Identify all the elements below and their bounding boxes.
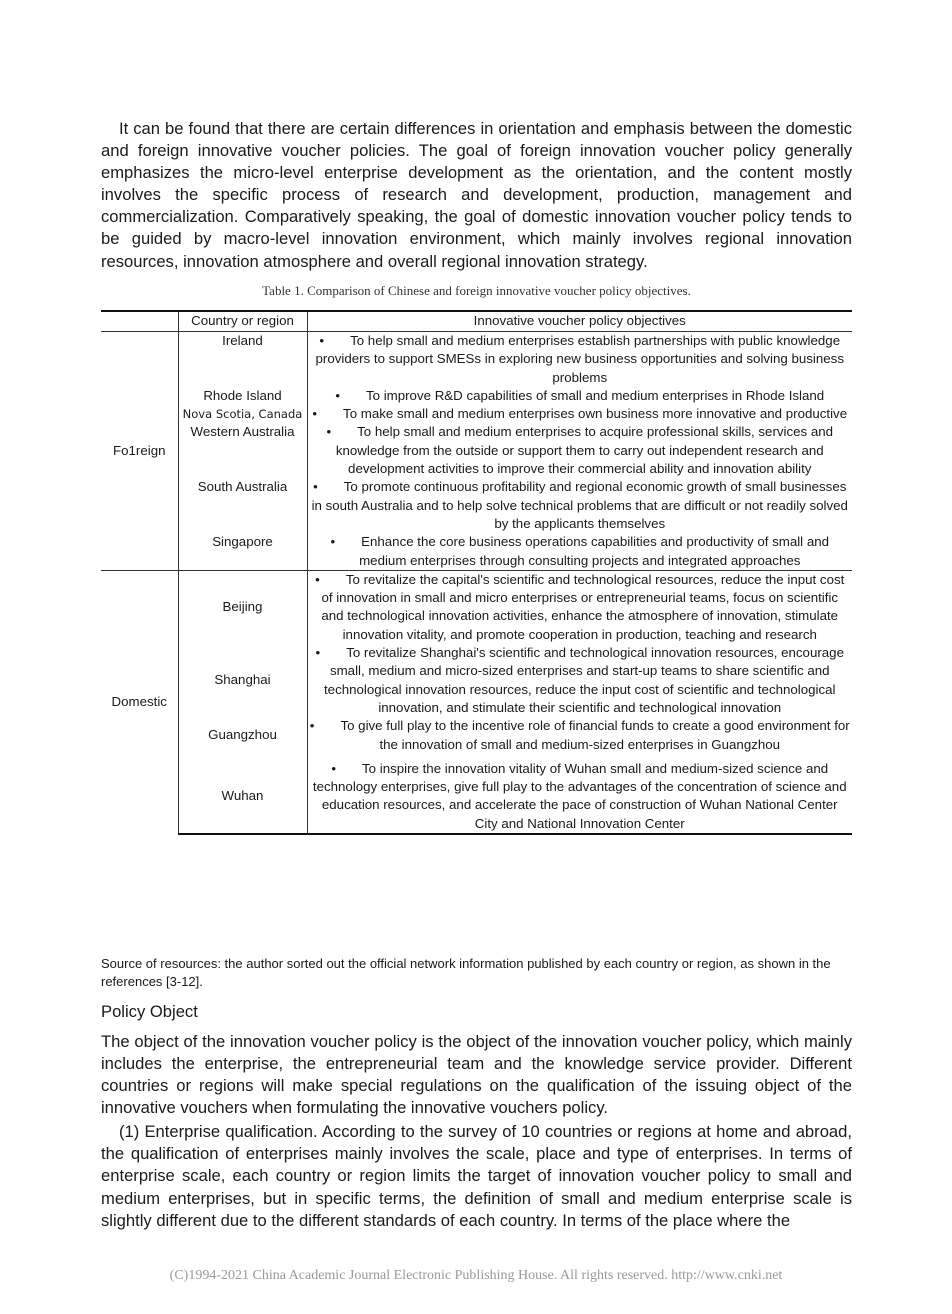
- header-group: [101, 311, 178, 332]
- table-source-note: Source of resources: the author sorted out the official network information published by each country or region, as shown in the references [3-12].: [101, 956, 831, 989]
- objective-text: Enhance the core business operations capabilities and productivity of small and medium enterprises through consulting projects and integrated approaches: [359, 534, 830, 568]
- section-heading: Policy Object: [101, 1002, 198, 1021]
- bullet-icon: •: [315, 571, 320, 587]
- objective-text: To revitalize Shanghai's scientific and technological innovation resources, encourage small, medium and micro-sized enterprises and start-up teams to share scientific and technological innovation resources, reduce the input cost of scientific and technological innovation, and stimulate their scientific and technological innovation: [323, 645, 844, 715]
- copyright-footer: (C)1994-2021 China Academic Journal Electronic Publishing House. All rights reserved. http://www.cnki.net: [169, 1268, 783, 1283]
- policy-objectives-table: [101, 310, 852, 835]
- objective-cell: [307, 644, 852, 717]
- bullet-icon: •: [319, 333, 325, 348]
- header-objectives: Innovative voucher policy objectives: [307, 311, 852, 332]
- table-row: [101, 644, 852, 717]
- bullet-icon: •: [331, 760, 337, 776]
- enterprise-paragraph: (1) Enterprise qualification. According to the survey of 10 countries or regions at home and abroad, the qualification of enterprises mainly involves the scale, place and type of enterprises. In terms of enterprise scale, each country or region limits the target of innovation voucher policy to small and medium enterprises, but in specific terms, the definition of small and medium enterprise scale is slightly different due to the different standards of each country. In terms of the place where the: [101, 1122, 852, 1230]
- table-row: [101, 478, 852, 533]
- table-row: [101, 533, 852, 570]
- table-row: [101, 754, 852, 834]
- group-label-foreign: Fo1reign: [101, 332, 178, 571]
- intro-paragraph: It can be found that there are certain differences in orientation and emphasis between the domestic and foreign innovative voucher policies. The goal of foreign innovation voucher policy generally emphasizes the micro-level enterprise development as the orientation, and the content mostly involves the specific process of research and development, production, management and commercialization. Comparatively speaking, the goal of domestic innovation voucher policy tends to be guided by macro-level innovation environment, which mainly involves regional innovation resources, innovation atmosphere and overall regional innovation strategy.: [101, 119, 852, 271]
- region-cell: Western Australia: [178, 423, 307, 478]
- objective-text: To promote continuous profitability and regional economic growth of small businesses in south Australia and to help solve technical problems that are difficult or not readily solved by the applicants themselves: [311, 479, 848, 531]
- table-row: [101, 405, 852, 423]
- objective-text: To improve R&D capabilities of small and medium enterprises in Rhode Island: [365, 387, 825, 403]
- table-row: [101, 423, 852, 478]
- bullet-icon: •: [335, 387, 340, 403]
- bullet-icon: •: [313, 479, 318, 495]
- objective-cell: [307, 754, 852, 834]
- objective-cell: [307, 570, 852, 644]
- region-cell: Wuhan: [178, 754, 307, 834]
- table-header-row: [101, 311, 852, 332]
- table-row: [101, 570, 852, 644]
- objective-cell: [307, 533, 852, 570]
- bullet-icon: •: [330, 534, 336, 550]
- objective-text: To revitalize the capital's scientific and technological resources, reduce the input cost of innovation in small and micro enterprises or entrepreneurial teams, focus on scientific and technological innovation activities, enhance the atmosphere of innovation, stimulate innovation vitality, and promote cooperation in production, teaching and research: [321, 571, 845, 642]
- body-paragraph: The object of the innovation voucher policy is the object of the innovation voucher policy, which mainly includes the enterprise, the entrepreneurial team and the knowledge service provider. Different countries or regions will make special regulations on the qualification of the issuing object of the innovative vouchers when formulating the innovative vouchers policy.: [101, 1032, 852, 1117]
- objective-cell: [307, 405, 852, 423]
- table-row: [101, 387, 852, 405]
- region-cell: Singapore: [178, 533, 307, 570]
- table-caption: Table 1. Comparison of Chinese and foreign innovative voucher policy objectives.: [262, 283, 691, 298]
- objective-cell: [307, 332, 852, 387]
- objective-text: To help small and medium enterprises establish partnerships with public knowledge providers to support SMESs in exploring new business opportunities and solving business problems: [315, 333, 844, 385]
- bullet-icon: •: [312, 406, 318, 422]
- bullet-icon: •: [315, 645, 321, 661]
- objective-cell: [307, 387, 852, 405]
- region-cell: Shanghai: [178, 644, 307, 717]
- objective-text: To help small and medium enterprises to acquire professional skills, services and knowledge from the outside or support them to carry out independent research and development activities to improve their commercial ability and innovation ability: [335, 424, 834, 477]
- region-cell: Nova Scotia, Canada: [178, 405, 307, 423]
- objective-cell: [307, 717, 852, 754]
- bullet-icon: •: [309, 718, 315, 734]
- header-country: Country or region: [178, 311, 307, 332]
- objective-text: To inspire the innovation vitality of Wuhan small and medium-sized science and technology enterprises, give full play to the advantages of the concentration of science and education resources, and accelerate the pace of construction of Wuhan National Center City and National Innovation Center: [312, 760, 847, 831]
- region-cell: South Australia: [178, 478, 307, 533]
- objective-cell: [307, 478, 852, 533]
- table-row: [101, 717, 852, 754]
- bullet-icon: •: [326, 424, 332, 440]
- objective-text: To give full play to the incentive role of financial funds to create a good environment for the innovation of small and medium-sized enterprises in Guangzhou: [340, 718, 850, 752]
- objective-text: To make small and medium enterprises own business more innovative and productive: [343, 406, 848, 422]
- region-cell: Ireland: [178, 332, 307, 387]
- region-cell: Rhode Island: [178, 387, 307, 405]
- region-cell: Guangzhou: [178, 717, 307, 754]
- table-row: [101, 332, 852, 387]
- objective-cell: [307, 423, 852, 478]
- region-cell: Beijing: [178, 570, 307, 644]
- group-label-domestic: Domestic: [101, 570, 178, 834]
